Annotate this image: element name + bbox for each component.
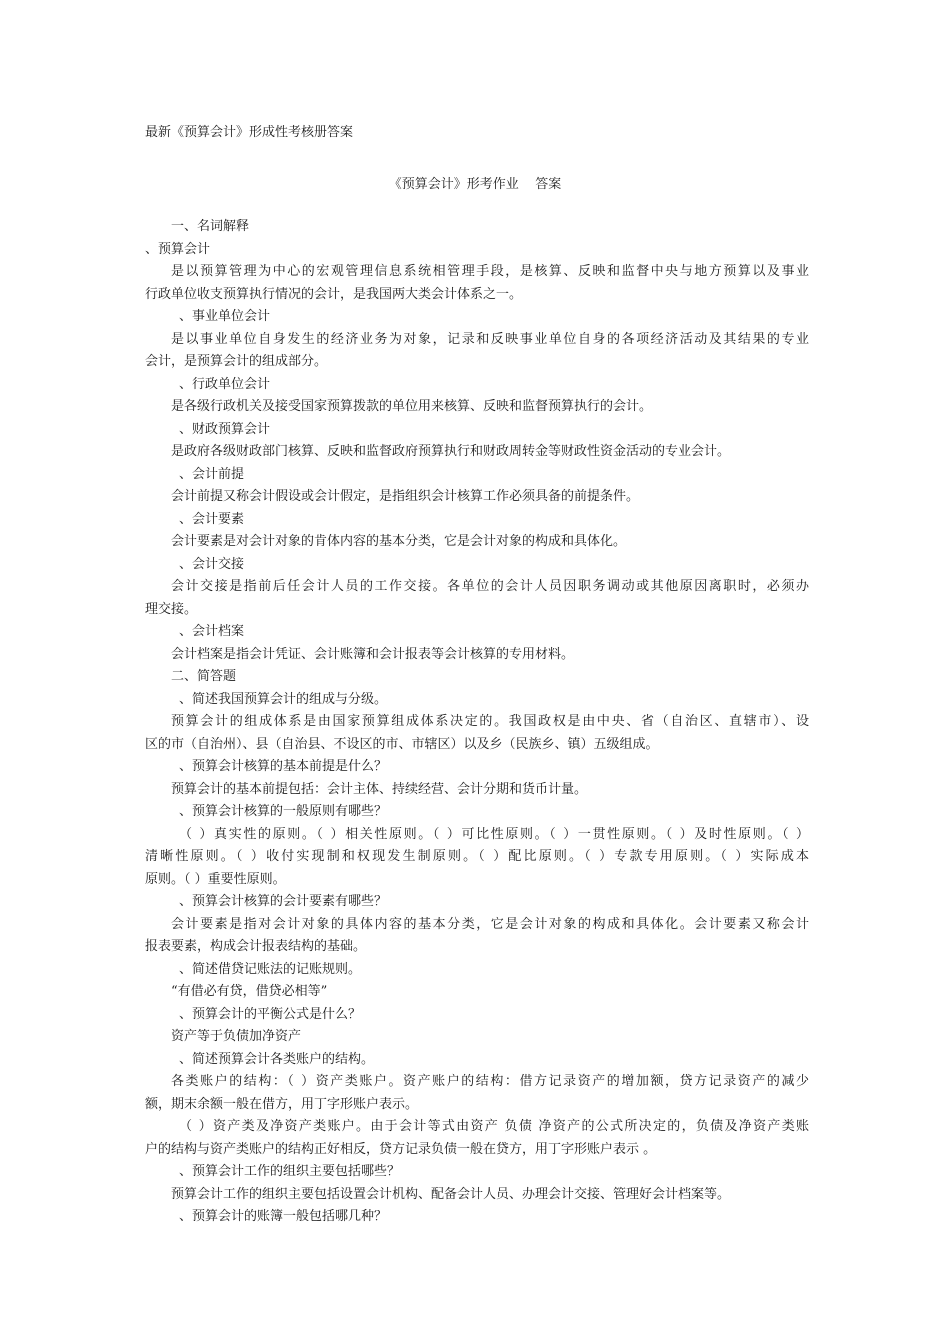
text-line: 预算会计的组成体系是由国家预算组成体系决定的。我国政权是由中央、省（自治区、直辖市）、设 — [171, 714, 809, 729]
text-line: 报表要素，构成会计报表结构的基础。 — [145, 939, 367, 954]
text-line: 理交接。 — [145, 601, 198, 617]
text-line: 、预算会计的平衡公式是什么？ — [179, 1006, 362, 1022]
text-line: 是以事业单位自身发生的经济业务为对象，记录和反映事业单位自身的各项经济活动及其结果的专业 — [171, 331, 809, 347]
text-line: 原则。（ ）重要性原则。 — [145, 871, 286, 887]
text-line: （ ）资产类及净资产类账户。由于会计等式由资产 负债 净资产的公式所决定的，负债及净资产类账 — [179, 1119, 809, 1134]
text-line: 、预算会计核算的一般原则有哪些？ — [179, 804, 388, 819]
text-line: 是各级行政机关及接受国家预算拨款的单位用来核算、反映和监督预算执行的会计。 — [171, 399, 653, 414]
document-title: 最新《预算会计》形成性考核册答案 — [145, 125, 354, 140]
text-line: 、会计交接 — [179, 556, 245, 572]
text-line: 、预算会计工作的组织主要包括哪些？ — [179, 1164, 401, 1179]
text-line: 、预算会计核算的基本前提是什么？ — [179, 759, 388, 774]
text-line: 、简述我国预算会计的组成与分级。 — [179, 691, 388, 707]
text-line: 会计交接是指前后任会计人员的工作交接。各单位的会计人员因职务调动或其他原因离职时，必须办 — [171, 579, 809, 594]
text-line: 、简述借贷记账法的记账规则。 — [179, 961, 362, 977]
text-line: 、会计档案 — [179, 624, 245, 639]
text-line: 、会计要素 — [179, 511, 245, 527]
text-line: 、财政预算会计 — [179, 421, 271, 437]
text-line: 是政府各级财政部门核算、反映和监督政府预算执行和财政周转金等财政性资金活动的专业会计。 — [171, 444, 731, 459]
text-line: 清晰性原则。（ ）收付实现制和权现发生制原则。（ ）配比原则。（ ）专款专用原则。（ ）实际成本 — [145, 849, 809, 864]
text-line: 、预算会计 — [145, 241, 211, 257]
text-line: 会计前提又称会计假设或会计假定，是指组织会计核算工作必须具备的前提条件。 — [171, 489, 640, 504]
text-line: 会计，是预算会计的组成部分。 — [145, 354, 328, 369]
text-line: 、事业单位会计 — [179, 309, 271, 324]
text-line: 是以预算管理为中心的宏观管理信息系统相管理手段，是核算、反映和监督中央与地方预算以及事业 — [171, 264, 809, 279]
text-line: 二、简答题 — [171, 669, 237, 684]
text-line: 、预算会计核算的会计要素有哪些？ — [179, 894, 388, 909]
text-line: 预算会计的基本前提包括：会计主体、持续经营、会计分期和货币计量。 — [171, 781, 588, 797]
text-line: 行政单位收支预算执行情况的会计，是我国两大类会计体系之一。 — [145, 286, 523, 302]
text-line: 、会计前提 — [179, 466, 245, 482]
text-line: 、简述预算会计各类账户的结构。 — [179, 1051, 375, 1067]
text-line: “有借必有贷，借贷必相等” — [171, 984, 328, 999]
document-body — [145, 216, 809, 1229]
text-line: 区的市（自治州）、县（自治县、不设区的市、市辖区）以及乡（民族乡、镇）五级组成。 — [145, 736, 659, 752]
text-line: 户的结构与资产类账户的结构正好相反，贷方记录负债一般在贷方，用丁字形账户表示 。 — [145, 1141, 657, 1157]
text-line: 、预算会计的账簿一般包括哪几种？ — [179, 1209, 388, 1224]
text-line: 会计档案是指会计凭证、会计账簿和会计报表等会计核算的专用材料。 — [171, 646, 575, 662]
text-line: 各类账户的结构：（ ）资产类账户。资产账户的结构：借方记录资产的增加额，贷方记录资产的减少 — [171, 1074, 809, 1089]
text-line: 一、名词解释 — [171, 219, 250, 234]
text-line: 会计要素是对会计对象的肯体内容的基本分类，它是会计对象的构成和具体化。 — [171, 534, 627, 549]
text-line: 资产等于负债加净资产 — [171, 1029, 302, 1044]
text-line: 预算会计工作的组织主要包括设置会计机构、配备会计人员、办理会计交接、管理好会计档案等。 — [171, 1186, 731, 1202]
text-line: （ ）真实性的原则。（ ）相关性原则。（ ）可比性原则。（ ）一贯性原则。（ ）及时性原则。（ ） — [179, 826, 809, 842]
section-title: 《预算会计》形考作业 答案 — [388, 177, 562, 192]
text-line: 、行政单位会计 — [179, 376, 271, 392]
text-line: 额，期末余额一般在借方，用丁字形账户表示。 — [145, 1096, 419, 1112]
text-line: 会计要素是指对会计对象的具体内容的基本分类，它是会计对象的构成和具体化。会计要素又称会计 — [171, 916, 809, 932]
